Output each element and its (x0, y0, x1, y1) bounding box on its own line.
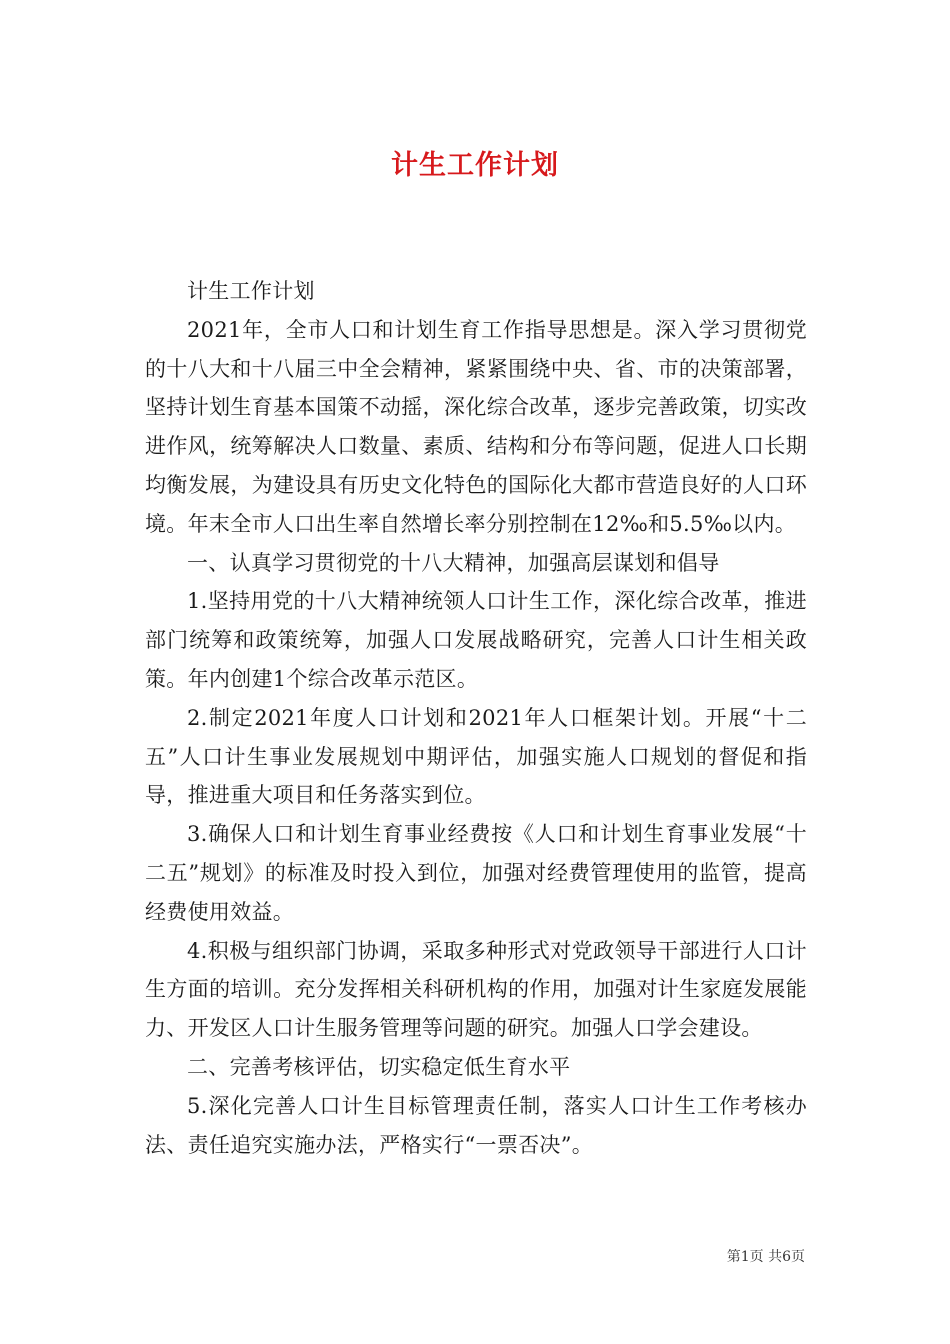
paragraph-item-3: 3.确保人口和计划生育事业经费按《人口和计划生育事业发展“十二五”规划》的标准及时投入到位，加强对经费管理使用的监管，提高经费使用效益。 (145, 822, 807, 924)
paragraph-item-4: 4.积极与组织部门协调，采取多种形式对党政领导干部进行人口计生方面的培训。充分发挥相关科研机构的作用，加强对计生家庭发展能力、开发区人口计生服务管理等问题的研究。加强人口学会建设。 (145, 938, 807, 1041)
paragraph-item-2: 2.制定2021年度人口计划和2021年人口框架计划。开展“十二五”人口计生事业发展规划中期评估，加强实施人口规划的督促和指导，推进重大项目和任务落实到位。 (145, 705, 807, 808)
page-number: 第1页 共6页 (726, 1249, 805, 1265)
paragraph-item-5: 5.深化完善人口计生目标管理责任制，落实人口计生工作考核办法、责任追究实施办法，严格实行“一票否决”。 (145, 1093, 807, 1157)
paragraph-item-1: 1.坚持用党的十八大精神统领人口计生工作，深化综合改革，推进部门统筹和政策统筹，加强人口发展战略研究，完善人口计生相关政策。年内创建1个综合改革示范区。 (145, 589, 807, 691)
document-title: 计生工作计划 (391, 150, 559, 182)
section-heading-1: 一、认真学习贯彻党的十八大精神，加强高层谋划和倡导 (187, 550, 720, 575)
document-body (145, 272, 807, 1164)
section-heading-2: 二、完善考核评估，切实稳定低生育水平 (187, 1054, 571, 1079)
paragraph-intro: 2021年，全市人口和计划生育工作指导思想是。深入学习贯彻党的十八大和十八届三中全会精神，紧紧围绕中央、省、市的决策部署，坚持计划生育基本国策不动摇，深化综合改革，逐步完善政策，切实改进作风，统筹解决人口数量、素质、结构和分布等问题，促进人口长期均衡发展，为建设具有历史文化特色的国际化大都市营造良好的人口环境。年末全市人口出生率自然增长率分别控制在12‰和5.5‰以内。 (145, 317, 807, 536)
paragraph-heading: 计生工作计划 (187, 279, 315, 303)
